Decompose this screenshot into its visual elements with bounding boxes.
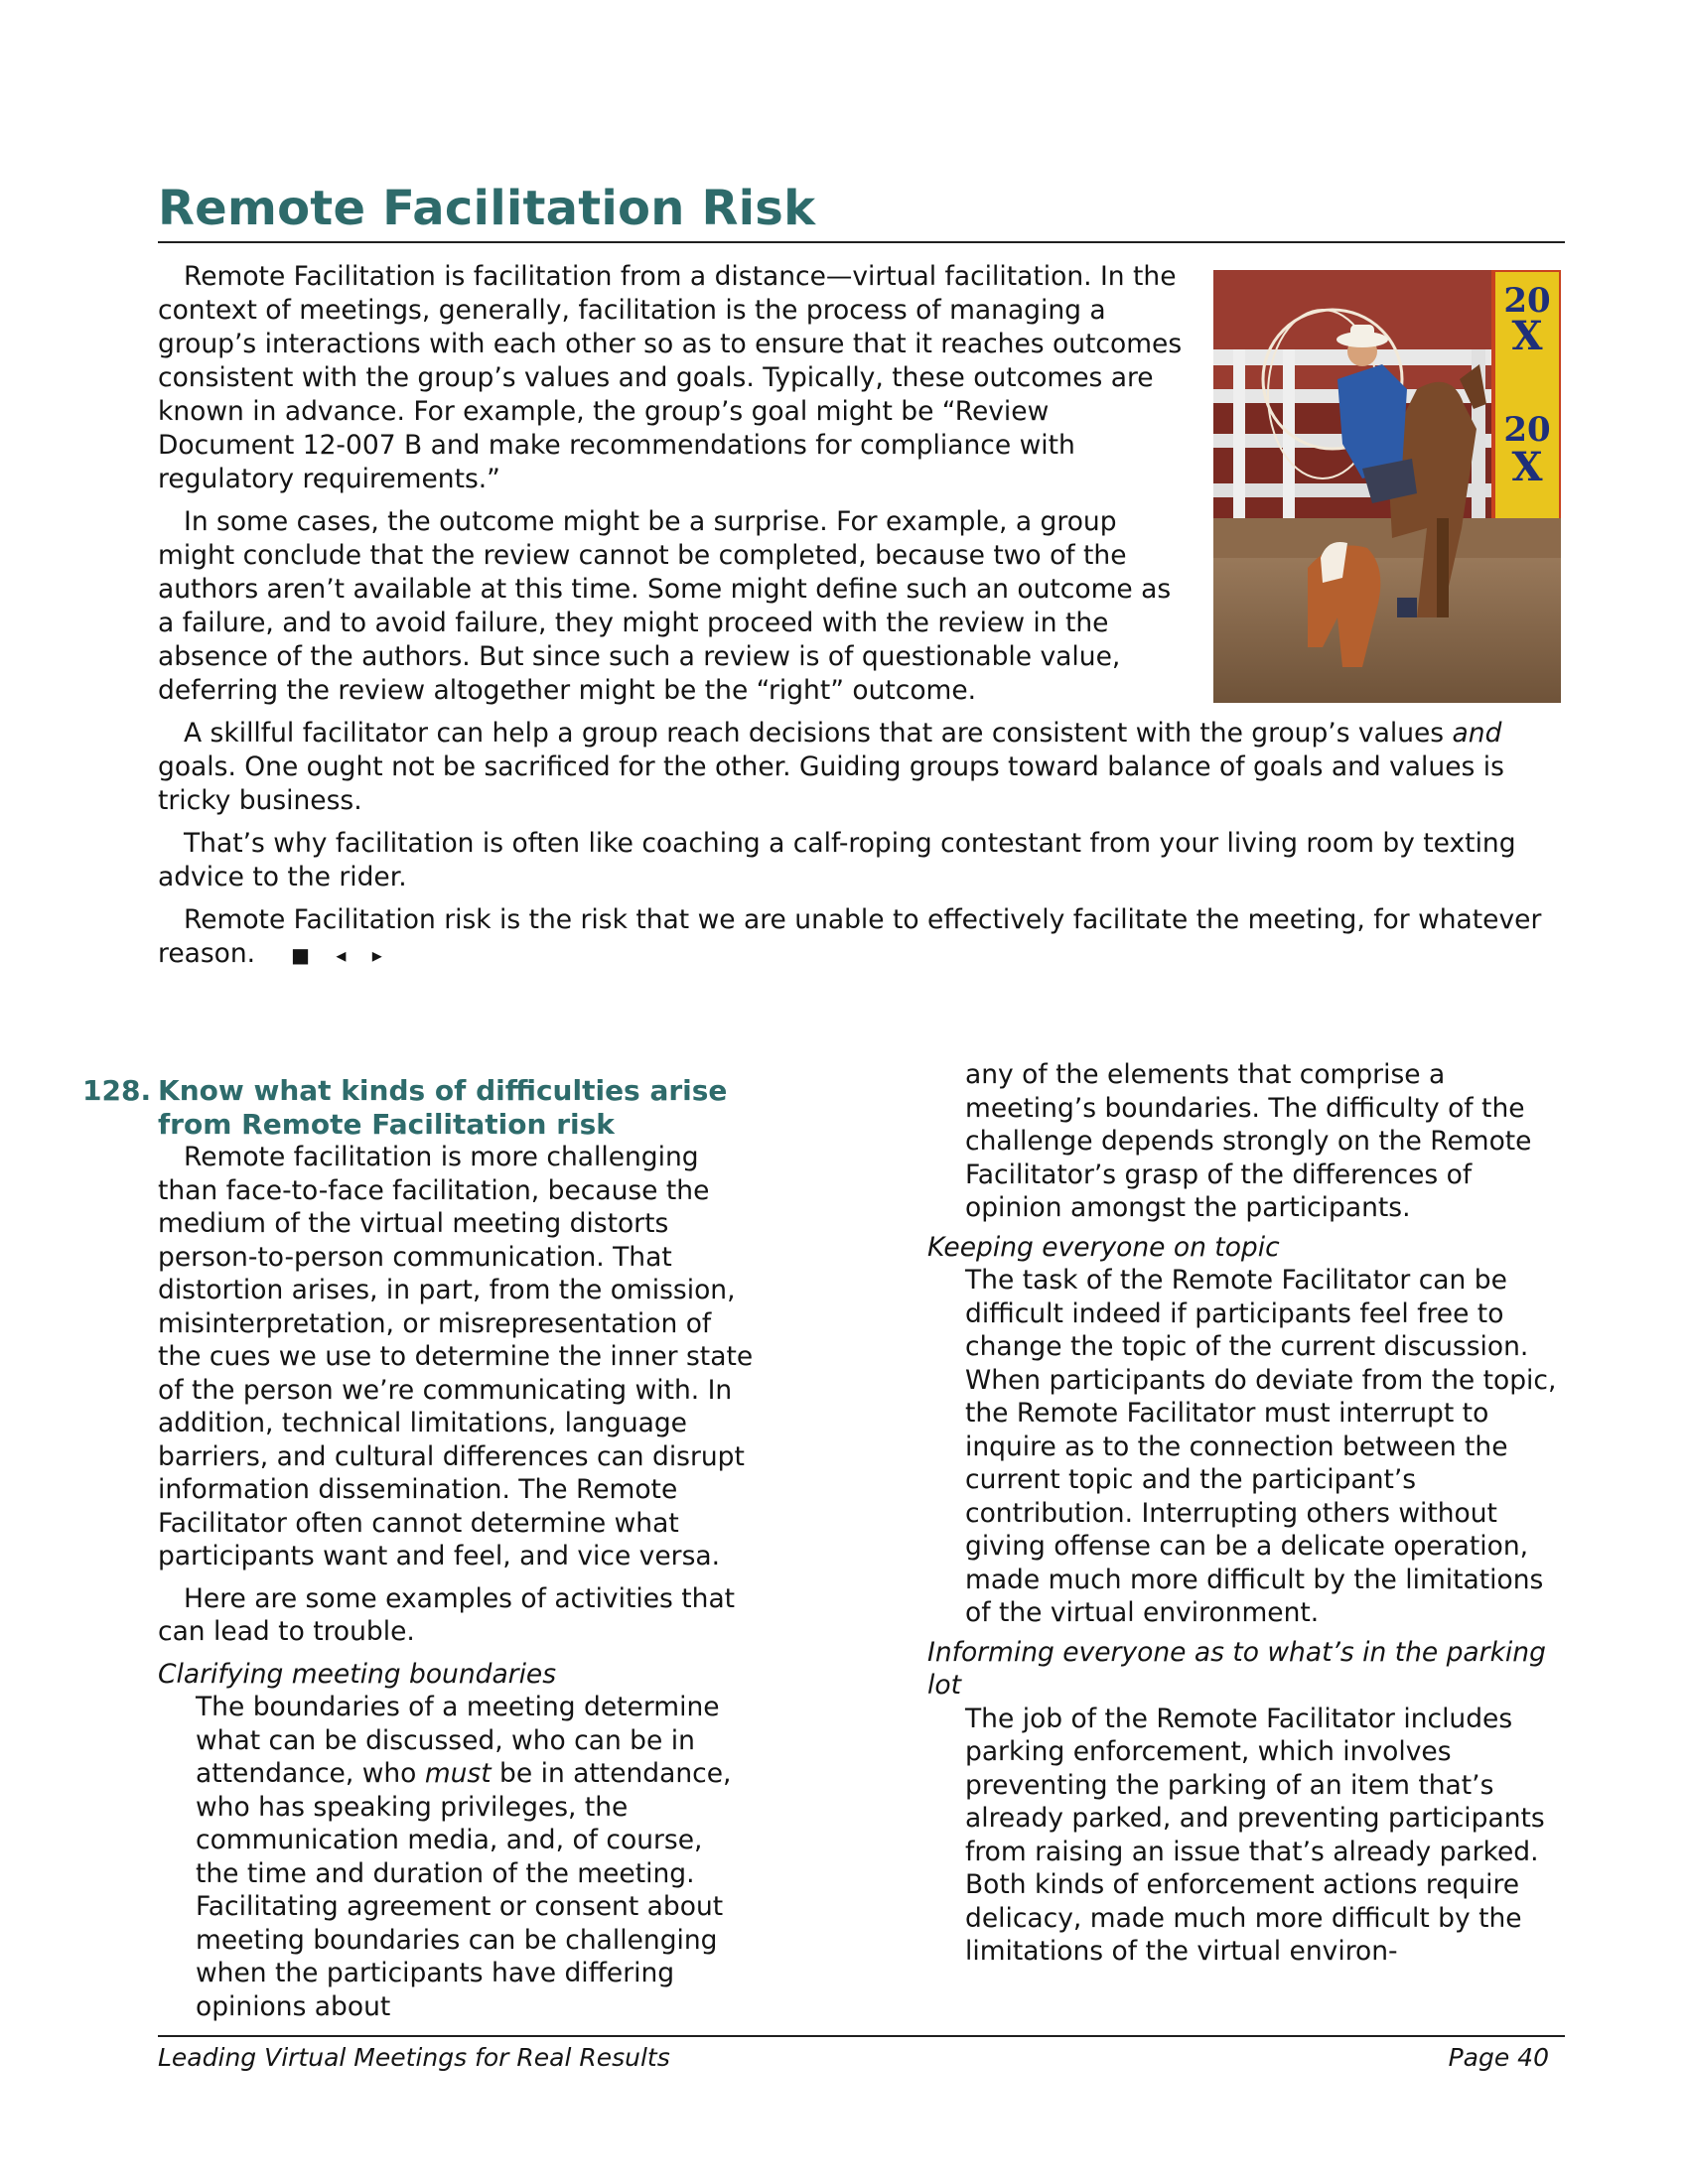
- sub1-emphasis: must: [424, 1758, 492, 1789]
- footer-page-number: Page 40: [1448, 2043, 1549, 2072]
- svg-text:20: 20: [1503, 410, 1551, 450]
- intro-paragraph-2: In some cases, the outcome might be a surprise. For example, a group might conclude that the review cannot be completed, because two of the authors aren’t available at this time. Some might define such an outcome as a failure, and to avoid failure, they might proceed with the review in the absence of the authors. But since such a review is of questionable value, deferring the review altogether might be the “right” outcome.: [158, 506, 1172, 706]
- rodeo-calf-roping-photo: [1213, 270, 1561, 703]
- tip-paragraph-1: Remote facilitation is more challenging than face-to-face facilitation, because the medium of the virtual meeting distorts person-to-person communication. That distortion arises, in part, from the omission, misinterpretation, or misrepresentation of the cues we use to determine the inner state of the person we’re communicating with. In addition, technical limitations, language barriers, and cultural differences can disrupt information dissemination. The Remote Facilitator often cannot determine what participants want and feel, and vice versa.: [158, 1142, 754, 1571]
- intro-paragraph-5: [158, 903, 1563, 972]
- intro-paragraph-4: That’s why facilitation is often like coaching a calf-roping contestant from your living room by texting advice to the rider.: [158, 828, 1516, 892]
- svg-text:20: 20: [1503, 281, 1551, 321]
- para3-emphasis: and: [1452, 718, 1502, 749]
- subheading-parking-lot: Informing everyone as to what’s in the parking lot: [927, 1636, 1546, 1701]
- intro-paragraph-1: Remote Facilitation is facilitation from a distance—virtual facilitation. In the context of meetings, generally, facilitation is the process of managing a group’s interactions with each other so as to ensure that it reaches outcomes consistent with the group’s values and goals. Typically, these outcomes are known in advance. For example, the group’s goal might be “Review Document 12-007 B and make recommendations for compliance with regulatory requirements.”: [158, 261, 1183, 494]
- right-column: [927, 1058, 1563, 1975]
- para5-text: Remote Facilitation risk is the risk that we are unable to effectively facilitate the meeting, for whatever reason.: [158, 904, 1542, 969]
- svg-text:X: X: [1511, 444, 1543, 490]
- intro-paragraph-3: [158, 717, 1563, 818]
- navigation-marks: ■ ◂ ▸: [291, 943, 392, 967]
- sub1-text-a: The boundaries of a meeting determine what can be discussed, who can be in attendance, who: [196, 1692, 720, 1789]
- para3-text-b: goals. One ought not be sacrificed for the other. Guiding groups toward balance of goals and values is tricky business.: [158, 751, 1504, 816]
- left-column: [158, 1066, 754, 2029]
- tip-heading: Know what kinds of difficulties arise from Remote Facilitation risk: [158, 1074, 728, 1141]
- footer-rule: [158, 2035, 1565, 2037]
- para3-text-a: A skillful facilitator can help a group reach decisions that are consistent with the group’s values: [184, 718, 1453, 749]
- svg-text:X: X: [1511, 313, 1543, 359]
- tip-number: 128.: [82, 1074, 152, 1107]
- title-rule: [158, 241, 1565, 243]
- parking-lot-body: The job of the Remote Facilitator includes parking enforcement, which involves preventing the parking of an item that’s already parked, and preventing participants from raising an issue that’s already parked. Both kinds of enforcement actions require delicacy, made much more difficult by the limitations of the virtual environ-: [965, 1703, 1545, 1967]
- footer-book-title: Leading Virtual Meetings for Real Results: [158, 2043, 670, 2072]
- clarifying-boundaries-continued: any of the elements that comprise a meeting’s boundaries. The difficulty of the challenge depends strongly on the Remote Facilitator’s grasp of the differences of opinion amongst the participants.: [965, 1059, 1532, 1223]
- clarifying-boundaries-body: [196, 1691, 754, 2023]
- subheading-clarifying-boundaries: Clarifying meeting boundaries: [158, 1658, 557, 1690]
- tip-paragraph-2: Here are some examples of activities that can lead to trouble.: [158, 1582, 736, 1647]
- page-title: Remote Facilitation Risk: [158, 181, 816, 236]
- photo-illustration: [1213, 270, 1561, 703]
- sub1-text-b: be in attendance, who has speaking privileges, the communication media, and, of course, the time and duration of the meeting. Facilitating agreement or consent about meeting boundaries can be challenging when the participants have differing opinions about: [196, 1758, 732, 2022]
- keeping-on-topic-body: The task of the Remote Facilitator can be difficult indeed if participants feel free to change the topic of the current discussion. When participants do deviate from the topic, the Remote Facilitator must interrupt to inquire as to the connection between the current topic and the participant’s contribution. Interrupting others without giving offense can be a delicate operation, made much more difficult by the limitations of the virtual environment.: [965, 1265, 1557, 1628]
- subheading-keeping-on-topic: Keeping everyone on topic: [927, 1231, 1280, 1263]
